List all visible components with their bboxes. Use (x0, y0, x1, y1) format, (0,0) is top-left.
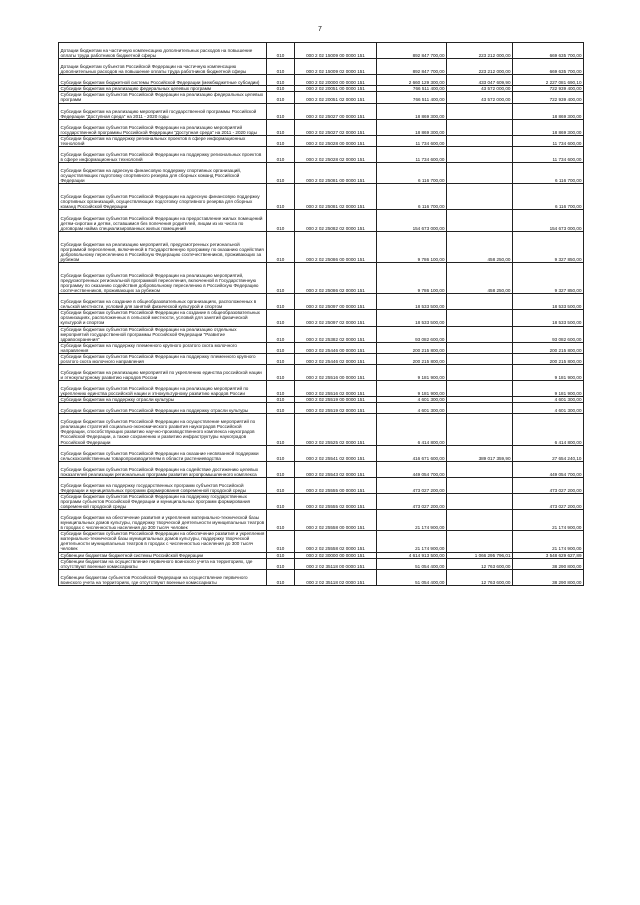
unexecuted-amount-cell: 18 533 500,00 (513, 294, 584, 310)
executed-amount-cell (447, 342, 513, 353)
line-code-cell: 010 (267, 342, 295, 353)
executed-amount-cell (447, 135, 513, 146)
unexecuted-amount-cell: 669 635 700,00 (513, 43, 584, 59)
unexecuted-amount-cell: 6 414 800,00 (513, 414, 584, 445)
income-name-cell: Субсидии бюджетам субъектов Российской Федерации на поддержку региональных проектов в сфере информационных технологий (59, 146, 267, 162)
executed-amount-cell: 458 250,00 (447, 231, 513, 262)
income-name-cell: Субсидии бюджетам на обеспечение развития и укрепления материально-технической базы муниципальных домов культуры, поддержку творческой деятельности муниципальных театров в городах с численностью населения до 300 тысяч человек (59, 510, 267, 531)
approved-amount-cell: 9 181 900,00 (377, 381, 447, 397)
budget-classification-code-cell: 000 2 02 25097 00 0000 151 (295, 294, 377, 310)
approved-amount-cell: 18 869 300,00 (377, 103, 447, 119)
unexecuted-amount-cell: 9 327 850,00 (513, 231, 584, 262)
line-code-cell: 010 (267, 461, 295, 477)
unexecuted-amount-cell: 21 174 900,00 (513, 510, 584, 531)
line-code-cell: 010 (267, 86, 295, 92)
unexecuted-amount-cell: 6 116 700,00 (513, 184, 584, 210)
executed-amount-cell: 43 572 000,00 (447, 86, 513, 92)
income-name-cell: Субсидии бюджетам субъектов Российской Федерации на осуществление мероприятий по реализации стратегий социально-экономического развития наукоградов Российской Федерации, способствующих развитию научно-производственного комплекса наукоградов Российской Федерации, а также сохранению и развитию инфраструктуры наукоградов Российской Федерации (59, 414, 267, 445)
unexecuted-amount-cell: 11 734 600,00 (513, 135, 584, 146)
budget-classification-code-cell: 000 2 02 25516 02 0000 151 (295, 381, 377, 397)
unexecuted-amount-cell: 154 673 000,00 (513, 210, 584, 231)
line-code-cell: 010 (267, 43, 295, 59)
line-code-cell: 010 (267, 103, 295, 119)
income-name-cell: Субсидии бюджетам на реализацию мероприятий, предусмотренных региональной программой переселения, включенной в Государственную программу по оказанию содействия добровольному переселению в Российскую Федерацию соотечественников, проживающих за рубежом (59, 231, 267, 262)
approved-amount-cell: 9 786 100,00 (377, 262, 447, 293)
line-code-cell: 010 (267, 569, 295, 585)
executed-amount-cell (447, 477, 513, 493)
approved-amount-cell: 11 734 600,00 (377, 146, 447, 162)
table-row (59, 326, 584, 342)
unexecuted-amount-cell: 449 054 700,00 (513, 461, 584, 477)
line-code-cell: 010 (267, 326, 295, 342)
approved-amount-cell: 51 054 400,00 (377, 558, 447, 569)
line-code-cell: 010 (267, 262, 295, 293)
table-row (59, 75, 584, 86)
unexecuted-amount-cell: 2 227 081 690,10 (513, 75, 584, 86)
budget-classification-code-cell: 000 2 02 25558 00 0000 151 (295, 510, 377, 531)
executed-amount-cell: 433 047 609,90 (447, 75, 513, 86)
unexecuted-amount-cell: 3 548 629 627,89 (513, 552, 584, 558)
unexecuted-amount-cell: 18 869 300,00 (513, 103, 584, 119)
unexecuted-amount-cell: 4 601 300,00 (513, 403, 584, 414)
approved-amount-cell: 4 601 300,00 (377, 403, 447, 414)
table-row (59, 103, 584, 119)
approved-amount-cell: 416 671 600,00 (377, 445, 447, 461)
table-row (59, 403, 584, 414)
approved-amount-cell: 4 601 300,00 (377, 397, 447, 403)
executed-amount-cell (447, 381, 513, 397)
income-name-cell: Дотации бюджетам субъектов Российской Федерации на частичную компенсацию дополнительных расходов на повышение оплаты труда работников бюджетной сферы (59, 59, 267, 75)
line-code-cell: 010 (267, 494, 295, 510)
income-name-cell: Субсидии бюджетам субъектов Российской Федерации на реализацию мероприятий по укреплению единства российской нации и этнокультурному развитию народов России (59, 381, 267, 397)
income-name-cell: Субсидии бюджетам субъектов Российской Федерации на поддержку государственных программ субъектов Российской Федерации и муниципальных программ формирования современной городской среды (59, 494, 267, 510)
line-code-cell: 010 (267, 310, 295, 326)
income-name-cell: Субсидии бюджетам субъектов Российской Федерации на предоставление жилых помещений детям-сиротам и детям, оставшимся без попечения родителей, лицам из их числа по договорам найма специализированных жилых помещений (59, 210, 267, 231)
income-name-cell: Субсидии бюджетам субъектов Российской Федерации на поддержку отрасли культуры (59, 403, 267, 414)
income-name-cell: Субсидии бюджетам субъектов Российской Федерации на реализацию федеральных целевых программ (59, 92, 267, 103)
executed-amount-cell: 458 250,00 (447, 262, 513, 293)
executed-amount-cell: 43 572 000,00 (447, 92, 513, 103)
executed-amount-cell: 389 017 359,90 (447, 445, 513, 461)
unexecuted-amount-cell: 4 601 300,00 (513, 397, 584, 403)
unexecuted-amount-cell: 200 215 800,00 (513, 353, 584, 364)
approved-amount-cell: 18 533 500,00 (377, 310, 447, 326)
income-name-cell: Субсидии бюджетам на поддержку государственных программ субъектов Российской Федерации и муниципальных программ формирования современной городской среды (59, 477, 267, 493)
budget-classification-code-cell: 000 2 02 25086 00 0000 151 (295, 231, 377, 262)
income-name-cell: Субсидии бюджетам субъектов Российской Федерации на оказание несвязанной поддержки сельскохозяйственным товаропроизводителям в области растениеводства (59, 445, 267, 461)
table-body (59, 43, 584, 586)
table-row (59, 262, 584, 293)
line-code-cell: 010 (267, 477, 295, 493)
table-row (59, 558, 584, 569)
executed-amount-cell (447, 403, 513, 414)
table-row (59, 310, 584, 326)
unexecuted-amount-cell: 200 215 800,00 (513, 342, 584, 353)
income-name-cell: Дотации бюджетам на частичную компенсацию дополнительных расходов на повышение оплаты труда работников бюджетной сферы (59, 43, 267, 59)
approved-amount-cell: 21 174 900,00 (377, 531, 447, 552)
budget-classification-code-cell: 000 2 02 25027 02 0000 151 (295, 119, 377, 135)
income-name-cell: Субсидии бюджетам на реализацию мероприятий государственной программы Российской Федерации "Доступная среда" на 2011 - 2020 годы (59, 103, 267, 119)
income-name-cell: Субсидии бюджетам на реализацию мероприятий по укреплению единства российской нации и этнокультурному развитию народов России (59, 364, 267, 380)
unexecuted-amount-cell: 18 533 500,00 (513, 310, 584, 326)
executed-amount-cell (447, 210, 513, 231)
table-row (59, 146, 584, 162)
income-name-cell: Субсидии бюджетам субъектов Российской Федерации на обеспечение развития и укрепления материально-технической базы муниципальных домов культуры, поддержку творческой деятельности муниципальных театров в городах с численностью населения до 300 тысяч человек (59, 531, 267, 552)
line-code-cell: 010 (267, 163, 295, 184)
income-name-cell: Субсидии бюджетам на поддержку племенного крупного рогатого скота молочного направления (59, 342, 267, 353)
unexecuted-amount-cell: 38 290 800,00 (513, 558, 584, 569)
budget-classification-code-cell: 000 2 02 15009 00 0000 151 (295, 43, 377, 59)
approved-amount-cell: 200 215 800,00 (377, 353, 447, 364)
income-name-cell: Субсидии бюджетам субъектов Российской Федерации на содействие достижению целевых показателей реализации региональных программ развития агропромышленного комплекса (59, 461, 267, 477)
page-number: 7 (318, 26, 322, 33)
approved-amount-cell: 6 414 800,00 (377, 414, 447, 445)
table-row (59, 86, 584, 92)
budget-classification-code-cell: 000 2 02 25558 02 0000 151 (295, 531, 377, 552)
approved-amount-cell: 6 116 700,00 (377, 163, 447, 184)
table-row (59, 294, 584, 310)
approved-amount-cell: 11 734 600,00 (377, 135, 447, 146)
line-code-cell: 010 (267, 445, 295, 461)
executed-amount-cell (447, 510, 513, 531)
executed-amount-cell: 223 212 000,00 (447, 43, 513, 59)
income-name-cell: Субвенции бюджетам субъектов Российской Федерации на осуществление первичного воинского учета на территориях, где отсутствуют военные комиссариаты (59, 569, 267, 585)
approved-amount-cell: 892 847 700,00 (377, 59, 447, 75)
budget-classification-code-cell: 000 2 02 20051 00 0000 151 (295, 86, 377, 92)
table-row (59, 552, 584, 558)
income-name-cell: Субсидии бюджетам субъектов Российской Федерации на создание в общеобразовательных организациях, расположенных в сельской местности, условий для занятий физической культурой и спортом (59, 310, 267, 326)
unexecuted-amount-cell: 11 734 600,00 (513, 146, 584, 162)
unexecuted-amount-cell: 669 635 700,00 (513, 59, 584, 75)
executed-amount-cell: 12 763 600,00 (447, 558, 513, 569)
line-code-cell: 010 (267, 231, 295, 262)
executed-amount-cell (447, 326, 513, 342)
table-row (59, 231, 584, 262)
line-code-cell: 010 (267, 353, 295, 364)
executed-amount-cell (447, 531, 513, 552)
budget-classification-code-cell: 000 2 02 20000 00 0000 151 (295, 75, 377, 86)
line-code-cell: 010 (267, 294, 295, 310)
approved-amount-cell: 18 533 500,00 (377, 294, 447, 310)
line-code-cell: 010 (267, 558, 295, 569)
line-code-cell: 010 (267, 397, 295, 403)
table-row (59, 92, 584, 103)
unexecuted-amount-cell: 93 082 600,00 (513, 326, 584, 342)
table-row (59, 510, 584, 531)
line-code-cell: 010 (267, 92, 295, 103)
budget-classification-code-cell: 000 2 02 20051 02 0000 151 (295, 92, 377, 103)
executed-amount-cell (447, 184, 513, 210)
executed-amount-cell (447, 310, 513, 326)
unexecuted-amount-cell: 18 869 300,00 (513, 119, 584, 135)
unexecuted-amount-cell: 473 027 200,00 (513, 477, 584, 493)
approved-amount-cell: 4 614 913 500,00 (377, 552, 447, 558)
table-row (59, 184, 584, 210)
executed-amount-cell: 223 212 000,00 (447, 59, 513, 75)
table-row (59, 445, 584, 461)
executed-amount-cell (447, 353, 513, 364)
unexecuted-amount-cell: 722 939 400,00 (513, 92, 584, 103)
income-name-cell: Субвенции бюджетам на осуществление первичного воинского учета на территориях, где отсутствуют военные комиссариаты (59, 558, 267, 569)
income-name-cell: Субсидии бюджетам субъектов Российской Федерации на поддержку племенного крупного рогатого скота молочного направления (59, 353, 267, 364)
approved-amount-cell: 18 869 300,00 (377, 119, 447, 135)
budget-classification-code-cell: 000 2 02 35118 02 0000 151 (295, 569, 377, 585)
unexecuted-amount-cell: 9 327 850,00 (513, 262, 584, 293)
budget-classification-code-cell: 000 2 02 25082 02 0000 151 (295, 210, 377, 231)
income-name-cell: Субсидии бюджетам на создание в общеобразовательных организациях, расположенных в сельской местности, условий для занятий физической культурой и спортом (59, 294, 267, 310)
approved-amount-cell: 892 847 700,00 (377, 43, 447, 59)
income-name-cell: Субсидии бюджетам субъектов Российской Федерации на реализацию мероприятий государственной программы Российской Федерации "Доступная среда" на 2011 - 2020 годы (59, 119, 267, 135)
approved-amount-cell: 9 181 900,00 (377, 364, 447, 380)
budget-classification-code-cell: 000 2 02 25516 00 0000 151 (295, 364, 377, 380)
table-row (59, 119, 584, 135)
executed-amount-cell: 12 763 600,00 (447, 569, 513, 585)
line-code-cell: 010 (267, 59, 295, 75)
budget-classification-code-cell: 000 2 02 25086 02 0000 151 (295, 262, 377, 293)
income-name-cell: Субсидии бюджетам на поддержку отрасли культуры (59, 397, 267, 403)
budget-classification-code-cell: 000 2 02 25081 02 0000 151 (295, 184, 377, 210)
table-row (59, 210, 584, 231)
unexecuted-amount-cell: 6 116 700,00 (513, 163, 584, 184)
income-name-cell: Субсидии бюджетам на реализацию федеральных целевых программ (59, 86, 267, 92)
table-row (59, 135, 584, 146)
unexecuted-amount-cell: 21 174 900,00 (513, 531, 584, 552)
approved-amount-cell: 93 082 600,00 (377, 326, 447, 342)
budget-classification-code-cell: 000 2 02 25555 00 0000 151 (295, 477, 377, 493)
income-name-cell: Субсидии бюджетам субъектов Российской Федерации на реализацию мероприятий, предусмотренных региональной программой переселения, включенной в Государственную программу по оказанию содействия добровольному переселению в Российскую Федерацию соотечественников, проживающих за рубежом (59, 262, 267, 293)
budget-classification-code-cell: 000 2 02 25555 02 0000 151 (295, 494, 377, 510)
approved-amount-cell: 449 054 700,00 (377, 461, 447, 477)
executed-amount-cell (447, 163, 513, 184)
approved-amount-cell: 154 673 000,00 (377, 210, 447, 231)
income-name-cell: Субсидии бюджетам на адресную финансовую поддержку спортивных организаций, осуществляющих подготовку спортивного резерва для сборных команд Российской Федерации (59, 163, 267, 184)
unexecuted-amount-cell: 27 654 240,10 (513, 445, 584, 461)
line-code-cell: 010 (267, 364, 295, 380)
budget-execution-table (58, 42, 584, 586)
executed-amount-cell (447, 414, 513, 445)
line-code-cell: 010 (267, 184, 295, 210)
income-name-cell: Субсидии бюджетам бюджетной системы Российской Федерации (межбюджетные субсидии) (59, 75, 267, 86)
approved-amount-cell: 473 027 200,00 (377, 477, 447, 493)
table-row (59, 477, 584, 493)
approved-amount-cell: 9 786 100,00 (377, 231, 447, 262)
line-code-cell: 010 (267, 119, 295, 135)
table-row (59, 531, 584, 552)
approved-amount-cell: 766 511 400,00 (377, 92, 447, 103)
table-row (59, 364, 584, 380)
budget-classification-code-cell: 000 2 02 25028 02 0000 151 (295, 146, 377, 162)
unexecuted-amount-cell: 38 290 800,00 (513, 569, 584, 585)
table-row (59, 569, 584, 585)
line-code-cell: 010 (267, 146, 295, 162)
line-code-cell: 010 (267, 381, 295, 397)
unexecuted-amount-cell: 9 181 900,00 (513, 364, 584, 380)
table-row (59, 163, 584, 184)
budget-classification-code-cell: 000 2 02 25027 00 0000 151 (295, 103, 377, 119)
table-row (59, 414, 584, 445)
budget-classification-code-cell: 000 2 02 35118 00 0000 151 (295, 558, 377, 569)
income-name-cell: Субсидии бюджетам субъектов Российской Федерации на адресную финансовую поддержку спортивных организаций, осуществляющих подготовку спортивного резерва для сборных команд Российской Федерации (59, 184, 267, 210)
line-code-cell: 010 (267, 552, 295, 558)
budget-classification-code-cell: 000 2 02 25519 02 0000 151 (295, 403, 377, 414)
table-row (59, 43, 584, 59)
executed-amount-cell (447, 294, 513, 310)
budget-classification-code-cell: 000 2 02 30000 00 0000 151 (295, 552, 377, 558)
income-name-cell: Субсидии бюджетам субъектов Российской Федерации на реализацию отдельных мероприятий государственной программы Российской Федерации "Развитие здравоохранения" (59, 326, 267, 342)
executed-amount-cell (447, 494, 513, 510)
approved-amount-cell: 2 660 129 300,00 (377, 75, 447, 86)
executed-amount-cell (447, 119, 513, 135)
income-name-cell: Субвенции бюджетам бюджетной системы Российской Федерации (59, 552, 267, 558)
approved-amount-cell: 766 511 400,00 (377, 86, 447, 92)
budget-classification-code-cell: 000 2 02 25446 02 0000 151 (295, 353, 377, 364)
table-row (59, 342, 584, 353)
budget-classification-code-cell: 000 2 02 25097 02 0000 151 (295, 310, 377, 326)
executed-amount-cell (447, 103, 513, 119)
line-code-cell: 010 (267, 414, 295, 445)
budget-classification-code-cell: 000 2 02 25543 02 0000 151 (295, 461, 377, 477)
executed-amount-cell (447, 364, 513, 380)
table-row (59, 494, 584, 510)
budget-classification-code-cell: 000 2 02 25519 00 0000 151 (295, 397, 377, 403)
budget-classification-code-cell: 000 2 02 25382 02 0000 151 (295, 326, 377, 342)
budget-classification-code-cell: 000 2 02 25525 02 0000 151 (295, 414, 377, 445)
income-name-cell: Субсидии бюджетам на поддержку региональных проектов в сфере информационных технологий (59, 135, 267, 146)
approved-amount-cell: 473 027 200,00 (377, 494, 447, 510)
line-code-cell: 010 (267, 135, 295, 146)
budget-classification-code-cell: 000 2 02 25541 02 0000 151 (295, 445, 377, 461)
executed-amount-cell: 1 066 295 796,01 (447, 552, 513, 558)
executed-amount-cell (447, 461, 513, 477)
line-code-cell: 010 (267, 403, 295, 414)
line-code-cell: 010 (267, 75, 295, 86)
line-code-cell: 010 (267, 210, 295, 231)
table-row (59, 381, 584, 397)
approved-amount-cell: 51 054 400,00 (377, 569, 447, 585)
line-code-cell: 010 (267, 531, 295, 552)
budget-classification-code-cell: 000 2 02 25446 00 0000 151 (295, 342, 377, 353)
budget-classification-code-cell: 000 2 02 25081 00 0000 151 (295, 163, 377, 184)
table-row (59, 353, 584, 364)
budget-classification-code-cell: 000 2 02 25028 00 0000 151 (295, 135, 377, 146)
approved-amount-cell: 6 116 700,00 (377, 184, 447, 210)
budget-classification-code-cell: 000 2 02 15009 02 0000 151 (295, 59, 377, 75)
approved-amount-cell: 21 174 900,00 (377, 510, 447, 531)
table-row (59, 461, 584, 477)
executed-amount-cell (447, 146, 513, 162)
unexecuted-amount-cell: 722 939 400,00 (513, 86, 584, 92)
unexecuted-amount-cell: 473 027 200,00 (513, 494, 584, 510)
line-code-cell: 010 (267, 510, 295, 531)
approved-amount-cell: 200 215 800,00 (377, 342, 447, 353)
table-row (59, 59, 584, 75)
unexecuted-amount-cell: 9 181 900,00 (513, 381, 584, 397)
